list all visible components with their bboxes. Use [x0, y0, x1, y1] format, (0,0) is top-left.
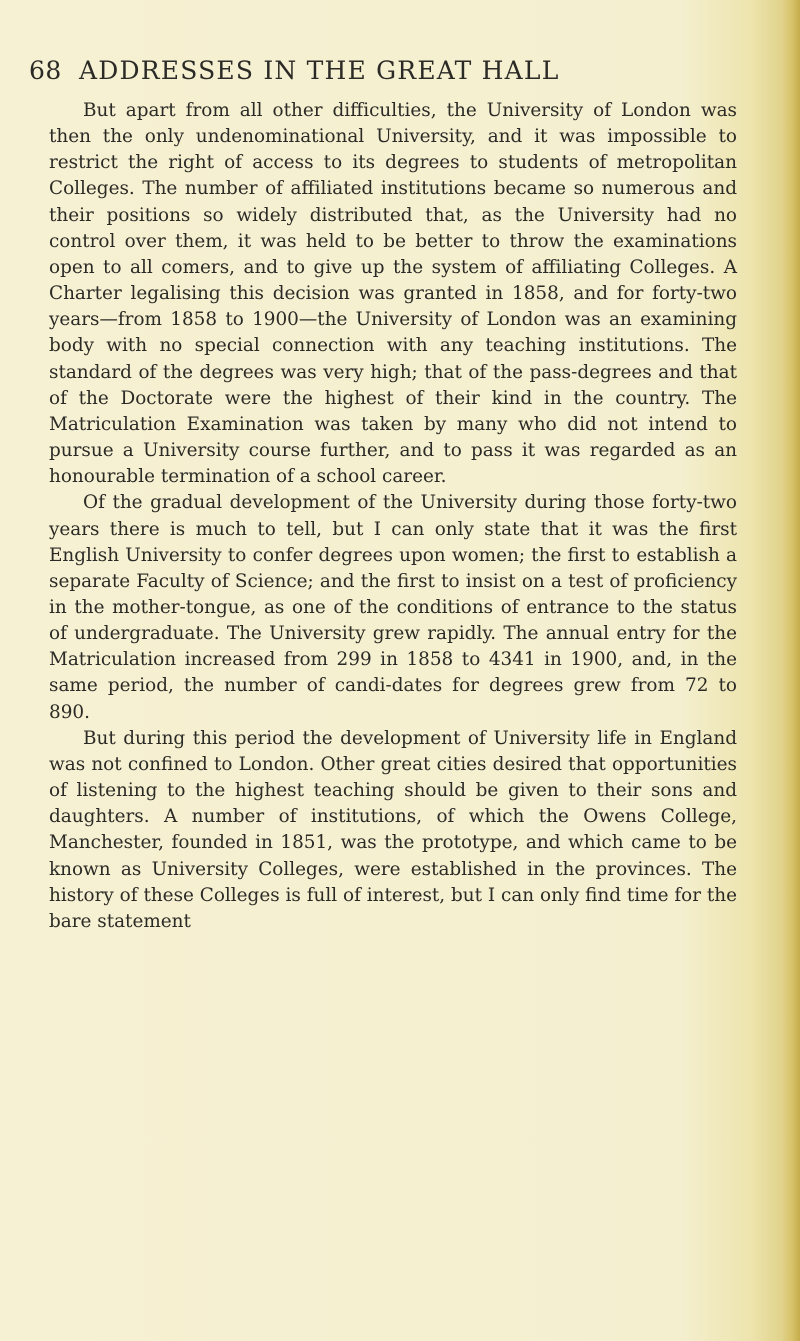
- paragraph-2: Of the gradual development of the University during those forty-two years there is much to tell, but I can only state that it was the first English University to confer degrees upon women; the first to establish a separate Faculty of Science; and the first to insist on a test of proficiency in the mother-tongue, as one of the conditions of entrance to the status of undergraduate. The University grew rapidly. The annual entry for the Matriculation increased from 299 in 1858 to 4341 in 1900, and, in the same period, the number of candi-dates for degrees grew from 72 to 890.: [49, 492, 737, 723]
- running-head-title: ADDRESSES IN THE GREAT HALL: [79, 56, 560, 85]
- page-number: 68: [29, 56, 62, 85]
- paragraph-1: But apart from all other difficulties, the University of London was then the only undenominational University, and it was impossible to restrict the right of access to its degrees to students of metropolitan Colleges. The number of affiliated institutions became so numerous and their positions so widely distributed that, as the University had no control over them, it was held to be better to throw the examinations open to all comers, and to give up the system of affiliating Colleges. A Charter legalising this decision was granted in 1858, and for forty-two years—from 1858 to 1900—the University of London was an examining body with no special connection with any teaching institutions. The standard of the degrees was very high; that of the pass-degrees and that of the Doctorate were the highest of their kind in the country. The Matriculation Examination was taken by many who did not intend to pursue a University course further, and to pass it was regarded as an honourable termination of a school career.: [49, 100, 737, 488]
- page-edge-shadow: [782, 0, 800, 1341]
- running-head: [29, 56, 737, 90]
- page-content: [29, 56, 737, 935]
- paragraph-3: But during this period the development of University life in England was not confined to London. Other great cities desired that opportunities of listening to the highest teaching should be given to their sons and daughters. A number of institutions, of which the Owens College, Manchester, founded in 1851, was the prototype, and which came to be known as University Colleges, were established in the provinces. The history of these Colleges is full of interest, but I can only find time for the bare statement: [49, 727, 737, 932]
